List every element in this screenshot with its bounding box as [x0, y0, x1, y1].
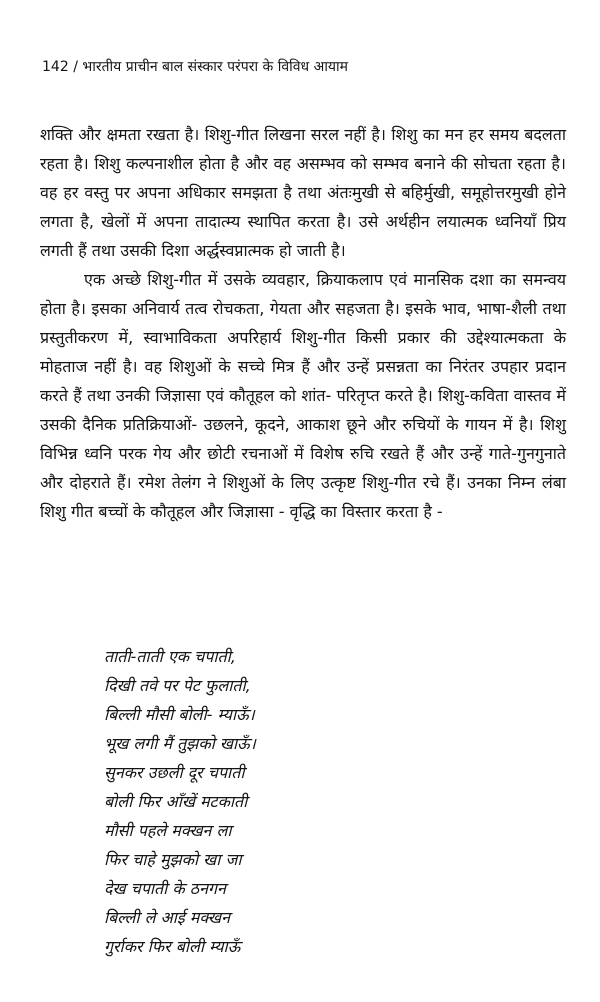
header-separator: / [73, 59, 78, 75]
book-title: भारतीय प्राचीन बाल संस्कार परंपरा के विविध आयाम [82, 59, 349, 75]
poem-line: फिर चाहे मुझको खा जा [104, 850, 242, 869]
poem [104, 642, 544, 961]
poem-line: भूख लगी मैं तुझको खाऊँ। [104, 734, 256, 753]
poem-line: बिल्ली मौसी बोली- म्याऊँ। [104, 705, 255, 724]
poem-line: देख चपाती के ठनगन [104, 879, 226, 898]
body-text [40, 120, 566, 526]
paragraph-shishu-geet: एक अच्छे शिशु-गीत में उसके व्यवहार, क्रियाकलाप एवं मानसिक दशा का समन्वय होता है। इसका अनिवार्य तत्व रोचकता, गेयता और सहजता है। इसके भाव, भाषा-शैली तथा प्रस्तुतीकरण में, स्वाभाविकता अपरिहार्य शिशु-गीत किसी प्रकार की उद्देश्यात्मकता के मोहताज नहीं है। वह शिशुओं के सच्चे मित्र हैं और उन्हें प्रसन्नता का निरंतर उपहार प्रदान करते हैं तथा उनकी जिज्ञासा एवं कौतूहल को शांत- परितृप्त करते है। शिशु-कविता वास्तव में उसकी दैनिक प्रतिक्रियाओं- उछलने, कूदने, आकाश छूने और रुचियों के गायन में है। शिशु विभिन्न ध्वनि परक गेय और छोटी रचनाओं में विशेष रुचि रखते हैं और उन्हें गाते-गुनगुनाते और दोहराते हैं। रमेश तेलंग ने शिशुओं के लिए उत्कृष्ट शिशु-गीत रचे हैं। उनका निम्न लंबा शिशु गीत बच्चों के कौतूहल और जिज्ञासा - वृद्धि का विस्तार करता है - [40, 270, 566, 521]
running-header [42, 58, 562, 76]
poem-line: ताती-ताती एक चपाती, [104, 647, 236, 666]
poem-line: सुनकर उछली दूर चपाती [104, 763, 245, 782]
poem-line: गुर्राकर फिर बोली म्याऊँ [104, 937, 241, 956]
paragraph-continued: शक्ति और क्षमता रखता है। शिशु-गीत लिखना सरल नहीं है। शिशु का मन हर समय बदलता रहता है। शिशु कल्पनाशील होता है और वह असम्भव को सम्भव बनाने की सोचता रहता है। वह हर वस्तु पर अपना अधिकार समझता है तथा अंतःमुखी से बहिर्मुखी, समूहोत्तरमुखी होने लगता है, खेलों में अपना तादात्म्य स्थापित करता है। उसे अर्थहीन लयात्मक ध्वनियाँ प्रिय लगती हैं तथा उसकी दिशा अर्द्धस्वप्नात्मक हो जाती है। [40, 125, 566, 260]
page-number: 142 [42, 59, 69, 75]
poem-line: बिल्ली ले आई मक्खन [104, 908, 230, 927]
poem-line: बोली फिर आँखें मटकाती [104, 792, 248, 811]
poem-line: मौसी पहले मक्खन ला [104, 821, 232, 840]
poem-line: दिखी तवे पर पेट फुलाती, [104, 676, 251, 695]
